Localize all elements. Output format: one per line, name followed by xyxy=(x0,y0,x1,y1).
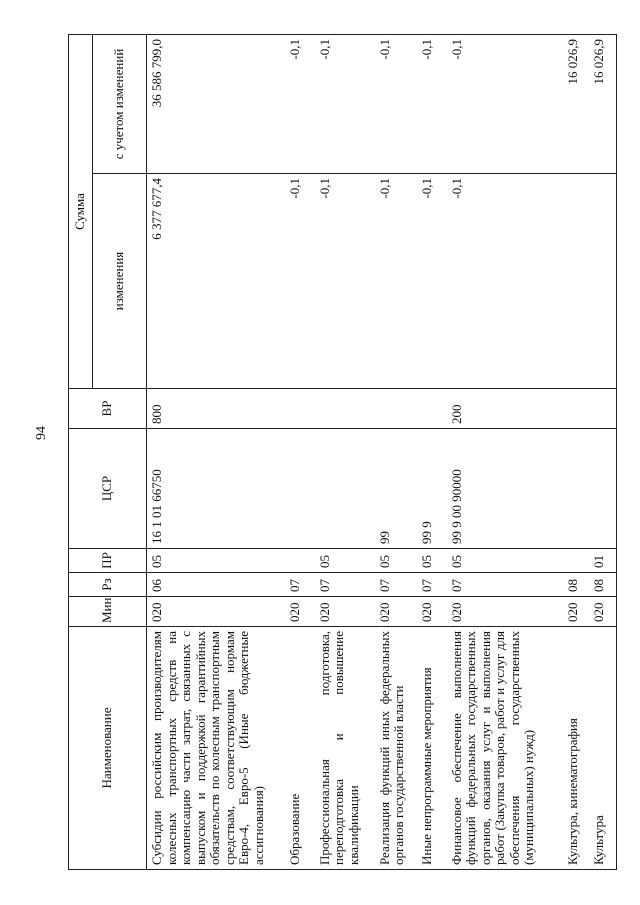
row-vr xyxy=(315,389,375,429)
row-pr: 05 xyxy=(447,549,563,573)
row-pr xyxy=(563,549,589,573)
row-name: Финансовое обеспечение выполнения функций федеральных государственных органов, оказания услуг и выполнения работ (Закупка товаров, работ и услуг для обеспечения государственных (муниципальных) нужд) xyxy=(447,627,563,870)
row-min: 020 xyxy=(315,597,375,627)
row-rz: 07 xyxy=(315,573,375,597)
table-row xyxy=(147,35,285,870)
row-with-changes: 16 026,9 xyxy=(563,35,589,174)
row-pr: 05 xyxy=(315,549,375,573)
row-changes: 6 377 677,4 xyxy=(147,174,285,389)
row-changes: -0,1 xyxy=(375,174,417,389)
row-csr xyxy=(589,429,617,549)
row-csr: 99 xyxy=(375,429,417,549)
row-rz: 08 xyxy=(563,573,589,597)
row-name: Культура xyxy=(589,627,617,870)
row-min: 020 xyxy=(563,597,589,627)
row-changes xyxy=(563,174,589,389)
row-rz: 07 xyxy=(375,573,417,597)
row-vr xyxy=(589,389,617,429)
page-number: 94 xyxy=(34,426,49,440)
row-rz: 08 xyxy=(589,573,617,597)
budget-table xyxy=(68,34,617,870)
table-row xyxy=(563,35,589,870)
row-name: Иные непрограммные мероприятия xyxy=(417,627,447,870)
row-with-changes: -0,1 xyxy=(417,35,447,174)
header-sum-group: Сумма xyxy=(69,35,93,389)
row-min: 020 xyxy=(417,597,447,627)
row-vr: 200 xyxy=(447,389,563,429)
row-vr: 800 xyxy=(147,389,285,429)
row-min: 020 xyxy=(285,597,315,627)
row-min: 020 xyxy=(589,597,617,627)
row-pr: 05 xyxy=(375,549,417,573)
row-changes: -0,1 xyxy=(285,174,315,389)
row-with-changes: -0,1 xyxy=(285,35,315,174)
row-min: 020 xyxy=(375,597,417,627)
table-row xyxy=(589,35,617,870)
row-rz: 07 xyxy=(417,573,447,597)
row-name: Реализация функций иных федеральных органов государственной власти xyxy=(375,627,417,870)
row-with-changes: 36 586 799,0 xyxy=(147,35,285,174)
row-pr xyxy=(285,549,315,573)
budget-table-sheet xyxy=(68,35,606,870)
table-row xyxy=(315,35,375,870)
row-vr xyxy=(417,389,447,429)
table-row xyxy=(285,35,315,870)
row-vr xyxy=(563,389,589,429)
row-name: Субсидии российским производителям колесных транспортных средств на компенсацию части затрат, связанных с выпуском и поддержкой гарантийных обязательств по колесным транспортным средствам, соответствующим нормам Евро-4, Евро-5 (Иные бюджетные ассигнования) xyxy=(147,627,285,870)
row-csr xyxy=(285,429,315,549)
row-changes xyxy=(589,174,617,389)
row-name: Профессиональная подготовка, переподготовка и повышение квалификации xyxy=(315,627,375,870)
table-row xyxy=(417,35,447,870)
header-rz: Рз xyxy=(69,573,147,597)
row-with-changes: -0,1 xyxy=(375,35,417,174)
row-csr: 99 9 00 90000 xyxy=(447,429,563,549)
row-pr: 05 xyxy=(147,549,285,573)
header-vr: ВР xyxy=(69,389,147,429)
row-vr xyxy=(285,389,315,429)
row-changes: -0,1 xyxy=(447,174,563,389)
row-with-changes: 16 026,9 xyxy=(589,35,617,174)
row-vr xyxy=(375,389,417,429)
row-rz: 07 xyxy=(447,573,563,597)
row-csr xyxy=(563,429,589,549)
header-pr: ПР xyxy=(69,549,147,573)
header-min: Мин xyxy=(69,597,147,627)
table-row xyxy=(375,35,417,870)
row-min: 020 xyxy=(147,597,285,627)
row-pr: 05 xyxy=(417,549,447,573)
row-csr xyxy=(315,429,375,549)
row-rz: 07 xyxy=(285,573,315,597)
row-name: Образование xyxy=(285,627,315,870)
row-with-changes: -0,1 xyxy=(447,35,563,174)
row-pr: 01 xyxy=(589,549,617,573)
row-with-changes: -0,1 xyxy=(315,35,375,174)
row-changes: -0,1 xyxy=(417,174,447,389)
header-name: Наименование xyxy=(69,627,147,870)
row-csr: 99 9 xyxy=(417,429,447,549)
row-changes: -0,1 xyxy=(315,174,375,389)
table-row xyxy=(447,35,563,870)
header-with-changes: с учетом изменений xyxy=(93,35,147,174)
row-name: Культура, кинематография xyxy=(563,627,589,870)
row-rz: 06 xyxy=(147,573,285,597)
header-csr: ЦСР xyxy=(69,429,147,549)
row-min: 020 xyxy=(447,597,563,627)
row-csr: 16 1 01 66750 xyxy=(147,429,285,549)
header-changes: изменения xyxy=(93,174,147,389)
